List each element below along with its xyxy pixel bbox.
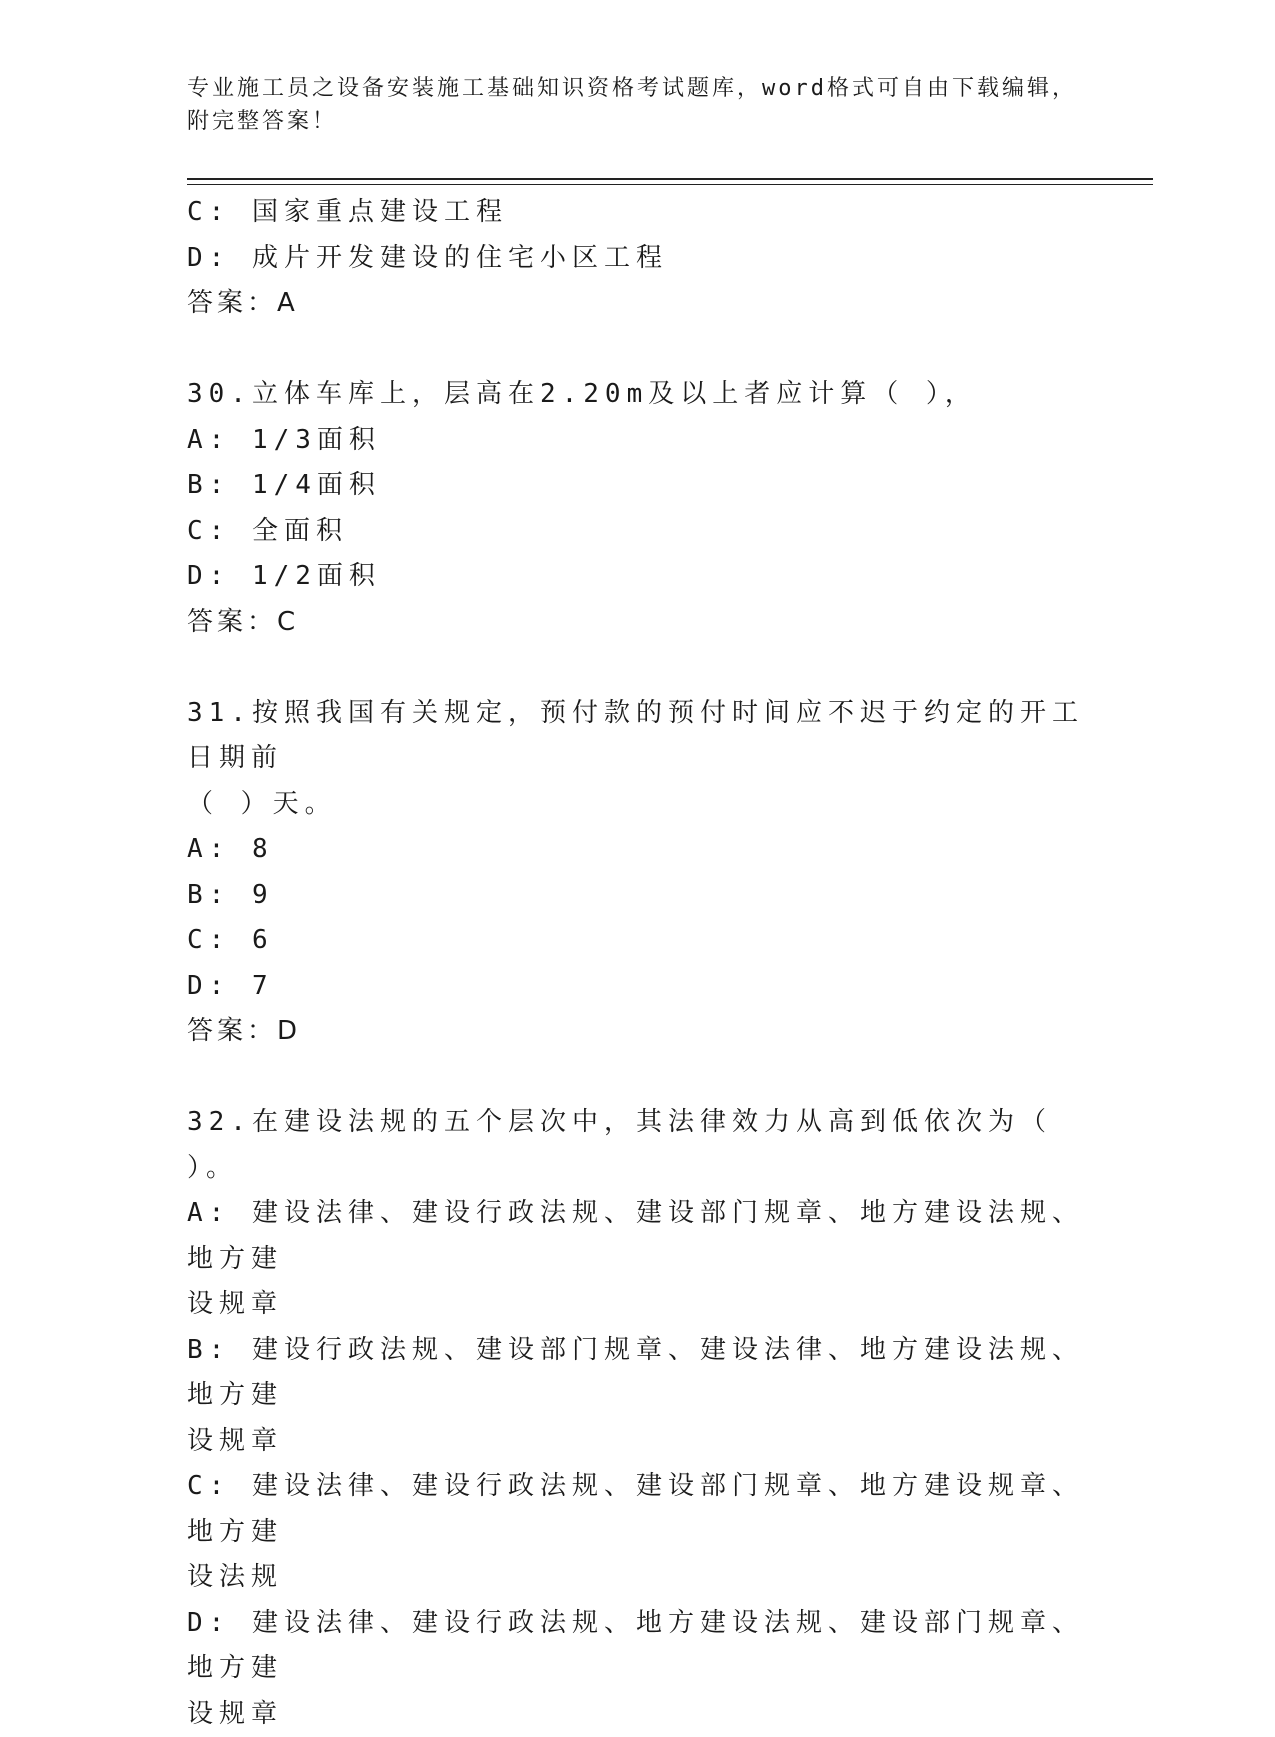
spacer	[187, 645, 1087, 691]
q31-stem-line-1: 31.按照我国有关规定，预付款的预付时间应不迟于约定的开工日期前	[187, 691, 1087, 782]
q32-option-b-line-2: 设规章	[187, 1419, 1087, 1465]
header-line-1: 专业施工员之设备安装施工基础知识资格考试题库，word格式可自由下载编辑，	[187, 72, 1087, 105]
q30-answer: 答案：C	[187, 600, 1087, 646]
spacer	[187, 327, 1087, 373]
q32-stem: 32.在建设法规的五个层次中，其法律效力从高到低依次为（ ）。	[187, 1100, 1087, 1191]
prev-option-d: D: 成片开发建设的住宅小区工程	[187, 236, 1087, 282]
q30-option-d: D: 1/2面积	[187, 554, 1087, 600]
q32-option-c-line-1: C: 建设法律、建设行政法规、建设部门规章、地方建设规章、地方建	[187, 1464, 1087, 1555]
header-line-2: 附完整答案！	[187, 105, 1087, 138]
q31-option-b: B: 9	[187, 873, 1087, 919]
spacer	[187, 1055, 1087, 1101]
q32-option-d-line-1: D: 建设法律、建设行政法规、地方建设法规、建设部门规章、地方建	[187, 1601, 1087, 1692]
q30-option-a: A: 1/3面积	[187, 418, 1087, 464]
q32-option-a-line-1: A: 建设法律、建设行政法规、建设部门规章、地方建设法规、地方建	[187, 1191, 1087, 1282]
q32-option-d-line-2: 设规章	[187, 1692, 1087, 1737]
question-list	[187, 190, 1087, 1737]
q31-option-d: D: 7	[187, 964, 1087, 1010]
header-divider-thin	[187, 184, 1153, 185]
document-header	[187, 72, 1087, 138]
header-divider-thick	[187, 178, 1153, 180]
q31-option-c: C: 6	[187, 918, 1087, 964]
q32-option-a-line-2: 设规章	[187, 1282, 1087, 1328]
q30-option-b: B: 1/4面积	[187, 463, 1087, 509]
q31-answer: 答案：D	[187, 1009, 1087, 1055]
prev-option-c: C: 国家重点建设工程	[187, 190, 1087, 236]
q31-option-a: A: 8	[187, 827, 1087, 873]
prev-answer: 答案：A	[187, 281, 1087, 327]
q32-option-b-line-1: B: 建设行政法规、建设部门规章、建设法律、地方建设法规、地方建	[187, 1328, 1087, 1419]
q30-stem: 30.立体车库上，层高在2.20m及以上者应计算（ ），	[187, 372, 1087, 418]
q31-stem-line-2: （ ）天。	[187, 782, 1087, 828]
q30-option-c: C: 全面积	[187, 509, 1087, 555]
q32-option-c-line-2: 设法规	[187, 1555, 1087, 1601]
